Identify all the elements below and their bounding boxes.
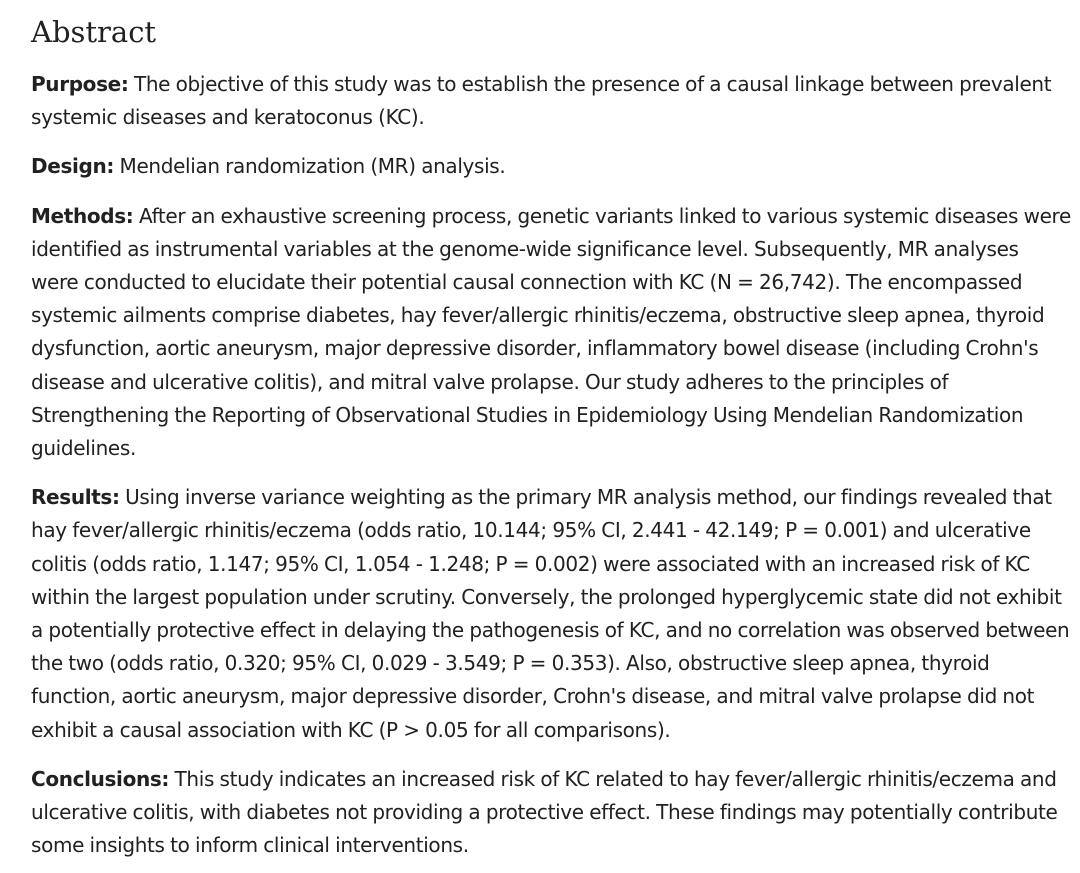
abstract-section (31, 0, 1071, 862)
abstract-title: Abstract (31, 15, 157, 49)
methods-text: After an exhaustive screening process, genetic variants linked to various systemic diseases were identified as instrumental variables at the genome-wide significance level. Subsequently, MR analyses were conducted to elucidate their potential causal connection with KC (N = 26,742). The encompassed systemic ailments comprise diabetes, hay fever/allergic rhinitis/eczema, obstructive sleep apnea, thyroid dysfunction, aortic aneurysm, major depressive disorder, inflammatory bowel disease (including Crohn's disease and ulcerative colitis), and mitral valve prolapse. Our study adheres to the principles of Strengthening the Reporting of Observational Studies in Epidemiology Using Mendelian Randomization guidelines. (31, 203, 1071, 461)
methods-label: Methods: (31, 203, 134, 228)
purpose-text: The objective of this study was to establish the presence of a causal linkage between prevalent systemic diseases and keratoconus (KC). (31, 72, 1052, 130)
design-label: Design: (31, 154, 115, 179)
conclusions-text: This study indicates an increased risk of KC related to hay fever/allergic rhinitis/eczema and ulcerative colitis, with diabetes not providing a protective effect. These findings may potentially contribute some insights to inform clinical interventions. (31, 766, 1058, 858)
results-paragraph (31, 481, 1071, 747)
methods-paragraph (31, 200, 1071, 466)
conclusions-paragraph (31, 763, 1071, 863)
results-label: Results: (31, 485, 120, 510)
results-text: Using inverse variance weighting as the primary MR analysis method, our findings revealed that hay fever/allergic rhinitis/eczema (odds ratio, 10.144; 95% CI, 2.441 - 42.149; P = 0.001) and ulcerative colitis (odds ratio, 1.147; 95% CI, 1.054 - 1.248; P = 0.002) were associated with an increased risk of KC within the largest population under scrutiny. Conversely, the prolonged hyperglycemic state did not exhibit a potentially protective effect in delaying the pathogenesis of KC, and no correlation was observed between the two (odds ratio, 0.320; 95% CI, 0.029 - 3.549; P = 0.353). Also, obstructive sleep apnea, thyroid function, aortic aneurysm, major depressive disorder, Crohn's disease, and mitral valve prolapse did not exhibit a causal association with KC (P > 0.05 for all comparisons). (31, 485, 1070, 742)
design-paragraph (31, 150, 1071, 183)
design-text: Mendelian randomization (MR) analysis. (114, 154, 506, 179)
purpose-paragraph (31, 68, 1071, 134)
conclusions-label: Conclusions: (31, 766, 170, 791)
purpose-label: Purpose: (31, 72, 129, 96)
